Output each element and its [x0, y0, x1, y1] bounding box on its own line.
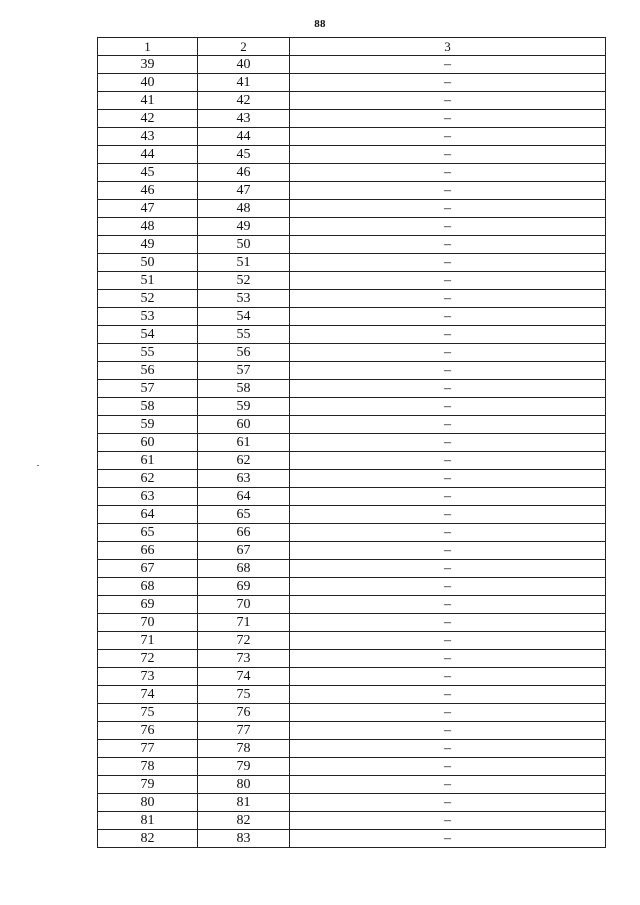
table-cell-col-2: 47: [198, 182, 290, 200]
table-cell-col-3: –: [290, 344, 606, 362]
table-cell-col-2: 56: [198, 344, 290, 362]
table-cell-col-3: –: [290, 308, 606, 326]
table-cell-col-1: 77: [98, 740, 198, 758]
table-cell-col-1: 46: [98, 182, 198, 200]
table-cell-col-1: 78: [98, 758, 198, 776]
table-cell-col-2: 72: [198, 632, 290, 650]
table-row: [98, 722, 606, 740]
table-cell-col-1: 54: [98, 326, 198, 344]
table-row: [98, 56, 606, 74]
table-cell-col-3: –: [290, 488, 606, 506]
table-cell-col-1: 74: [98, 686, 198, 704]
table-cell-col-1: 53: [98, 308, 198, 326]
table-cell-col-1: 81: [98, 812, 198, 830]
table-row: [98, 74, 606, 92]
table-cell-col-3: –: [290, 128, 606, 146]
table-row: [98, 470, 606, 488]
table-cell-col-1: 48: [98, 218, 198, 236]
table-row: [98, 560, 606, 578]
table-cell-col-2: 54: [198, 308, 290, 326]
table-row: [98, 236, 606, 254]
table-cell-col-1: 73: [98, 668, 198, 686]
table-cell-col-1: 82: [98, 830, 198, 848]
table-row: [98, 128, 606, 146]
table-row: [98, 686, 606, 704]
table-cell-col-2: 48: [198, 200, 290, 218]
table-row: [98, 596, 606, 614]
table-cell-col-3: –: [290, 470, 606, 488]
table-row: [98, 380, 606, 398]
table-cell-col-3: –: [290, 578, 606, 596]
table-row: [98, 632, 606, 650]
table-cell-col-1: 49: [98, 236, 198, 254]
table-cell-col-2: 78: [198, 740, 290, 758]
table-cell-col-2: 59: [198, 398, 290, 416]
table-row: [98, 452, 606, 470]
table-cell-col-1: 64: [98, 506, 198, 524]
table-cell-col-3: –: [290, 830, 606, 848]
table-cell-col-2: 74: [198, 668, 290, 686]
table-cell-col-3: –: [290, 416, 606, 434]
table-cell-col-1: 66: [98, 542, 198, 560]
table-cell-col-3: –: [290, 272, 606, 290]
table-cell-col-2: 55: [198, 326, 290, 344]
table-row: [98, 830, 606, 848]
table-cell-col-3: –: [290, 362, 606, 380]
table-cell-col-3: –: [290, 92, 606, 110]
table-cell-col-3: –: [290, 146, 606, 164]
page-number: 88: [314, 18, 326, 30]
table-cell-col-1: 70: [98, 614, 198, 632]
table-row: [98, 704, 606, 722]
table-cell-col-2: 46: [198, 164, 290, 182]
table-cell-col-2: 83: [198, 830, 290, 848]
table-cell-col-1: 60: [98, 434, 198, 452]
table-cell-col-1: 62: [98, 470, 198, 488]
data-table: [97, 37, 606, 848]
table-cell-col-2: 53: [198, 290, 290, 308]
table-cell-col-3: –: [290, 218, 606, 236]
table-cell-col-3: –: [290, 758, 606, 776]
table-cell-col-2: 51: [198, 254, 290, 272]
table-cell-col-1: 79: [98, 776, 198, 794]
table-cell-col-1: 57: [98, 380, 198, 398]
table-row: [98, 524, 606, 542]
table-cell-col-1: 40: [98, 74, 198, 92]
table-cell-col-3: –: [290, 632, 606, 650]
table-cell-col-3: –: [290, 812, 606, 830]
table-cell-col-3: –: [290, 56, 606, 74]
table-cell-col-1: 50: [98, 254, 198, 272]
table-cell-col-1: 39: [98, 56, 198, 74]
table-cell-col-2: 70: [198, 596, 290, 614]
table-cell-col-2: 42: [198, 92, 290, 110]
table-cell-col-3: –: [290, 614, 606, 632]
table-cell-col-3: –: [290, 200, 606, 218]
table-row: [98, 668, 606, 686]
table-row: [98, 506, 606, 524]
table-cell-col-3: –: [290, 776, 606, 794]
table-cell-col-1: 68: [98, 578, 198, 596]
table-cell-col-3: –: [290, 290, 606, 308]
table-cell-col-3: –: [290, 542, 606, 560]
table-row: [98, 758, 606, 776]
table-cell-col-2: 79: [198, 758, 290, 776]
table-cell-col-3: –: [290, 524, 606, 542]
table-cell-col-1: 42: [98, 110, 198, 128]
scan-artifact-dot: [37, 465, 39, 466]
table-cell-col-2: 52: [198, 272, 290, 290]
table-cell-col-2: 65: [198, 506, 290, 524]
table-row: [98, 650, 606, 668]
column-header-2: 2: [198, 38, 290, 56]
table-cell-col-2: 66: [198, 524, 290, 542]
table-cell-col-2: 71: [198, 614, 290, 632]
table-cell-col-1: 65: [98, 524, 198, 542]
table-cell-col-1: 61: [98, 452, 198, 470]
table-cell-col-2: 80: [198, 776, 290, 794]
table-row: [98, 344, 606, 362]
table-row: [98, 488, 606, 506]
table-cell-col-3: –: [290, 740, 606, 758]
table-cell-col-1: 47: [98, 200, 198, 218]
table-cell-col-2: 49: [198, 218, 290, 236]
table-row: [98, 218, 606, 236]
table-cell-col-2: 63: [198, 470, 290, 488]
table-cell-col-3: –: [290, 236, 606, 254]
table-row: [98, 398, 606, 416]
table-cell-col-3: –: [290, 686, 606, 704]
table-cell-col-3: –: [290, 560, 606, 578]
table-cell-col-3: –: [290, 434, 606, 452]
table-cell-col-1: 71: [98, 632, 198, 650]
table-cell-col-2: 76: [198, 704, 290, 722]
table-cell-col-1: 67: [98, 560, 198, 578]
table-row: [98, 812, 606, 830]
table-cell-col-3: –: [290, 722, 606, 740]
table-cell-col-2: 77: [198, 722, 290, 740]
table-cell-col-1: 43: [98, 128, 198, 146]
table-cell-col-2: 60: [198, 416, 290, 434]
table-row: [98, 794, 606, 812]
table-cell-col-2: 58: [198, 380, 290, 398]
table-cell-col-2: 61: [198, 434, 290, 452]
table-cell-col-2: 45: [198, 146, 290, 164]
table-cell-col-3: –: [290, 380, 606, 398]
table-cell-col-3: –: [290, 326, 606, 344]
table-header-row: [98, 38, 606, 56]
table-cell-col-3: –: [290, 254, 606, 272]
table-cell-col-2: 82: [198, 812, 290, 830]
table-row: [98, 542, 606, 560]
table-cell-col-3: –: [290, 110, 606, 128]
table-cell-col-1: 72: [98, 650, 198, 668]
table-cell-col-3: –: [290, 452, 606, 470]
table-cell-col-3: –: [290, 794, 606, 812]
table-row: [98, 254, 606, 272]
column-header-1: 1: [98, 38, 198, 56]
table-cell-col-1: 69: [98, 596, 198, 614]
table-cell-col-1: 51: [98, 272, 198, 290]
table-row: [98, 578, 606, 596]
table-row: [98, 290, 606, 308]
table-cell-col-3: –: [290, 650, 606, 668]
table-cell-col-3: –: [290, 164, 606, 182]
table-cell-col-1: 45: [98, 164, 198, 182]
table-cell-col-2: 67: [198, 542, 290, 560]
table-cell-col-1: 58: [98, 398, 198, 416]
table-row: [98, 182, 606, 200]
column-header-3: 3: [290, 38, 606, 56]
table-row: [98, 308, 606, 326]
table-cell-col-3: –: [290, 74, 606, 92]
table-cell-col-2: 62: [198, 452, 290, 470]
table-row: [98, 740, 606, 758]
table-cell-col-2: 68: [198, 560, 290, 578]
table-cell-col-2: 75: [198, 686, 290, 704]
table-cell-col-2: 73: [198, 650, 290, 668]
table-cell-col-2: 57: [198, 362, 290, 380]
table-cell-col-2: 43: [198, 110, 290, 128]
table-cell-col-3: –: [290, 398, 606, 416]
table-cell-col-1: 59: [98, 416, 198, 434]
table-row: [98, 362, 606, 380]
table-cell-col-3: –: [290, 668, 606, 686]
table-cell-col-1: 76: [98, 722, 198, 740]
table-row: [98, 416, 606, 434]
table-cell-col-1: 55: [98, 344, 198, 362]
table-body: [98, 56, 606, 848]
table-row: [98, 200, 606, 218]
table-cell-col-3: –: [290, 506, 606, 524]
table-cell-col-1: 52: [98, 290, 198, 308]
table-cell-col-3: –: [290, 704, 606, 722]
table-row: [98, 434, 606, 452]
table-cell-col-1: 56: [98, 362, 198, 380]
table-cell-col-1: 63: [98, 488, 198, 506]
table-cell-col-2: 41: [198, 74, 290, 92]
table-row: [98, 326, 606, 344]
table-row: [98, 272, 606, 290]
table-cell-col-2: 64: [198, 488, 290, 506]
table-cell-col-2: 81: [198, 794, 290, 812]
table-cell-col-1: 80: [98, 794, 198, 812]
table-cell-col-3: –: [290, 182, 606, 200]
table-row: [98, 776, 606, 794]
table-row: [98, 614, 606, 632]
table-cell-col-2: 44: [198, 128, 290, 146]
table-row: [98, 110, 606, 128]
table-cell-col-1: 75: [98, 704, 198, 722]
table-cell-col-1: 44: [98, 146, 198, 164]
table-row: [98, 164, 606, 182]
table-cell-col-3: –: [290, 596, 606, 614]
table-row: [98, 92, 606, 110]
table-cell-col-2: 40: [198, 56, 290, 74]
table-cell-col-1: 41: [98, 92, 198, 110]
table-cell-col-2: 50: [198, 236, 290, 254]
table-cell-col-2: 69: [198, 578, 290, 596]
table-row: [98, 146, 606, 164]
